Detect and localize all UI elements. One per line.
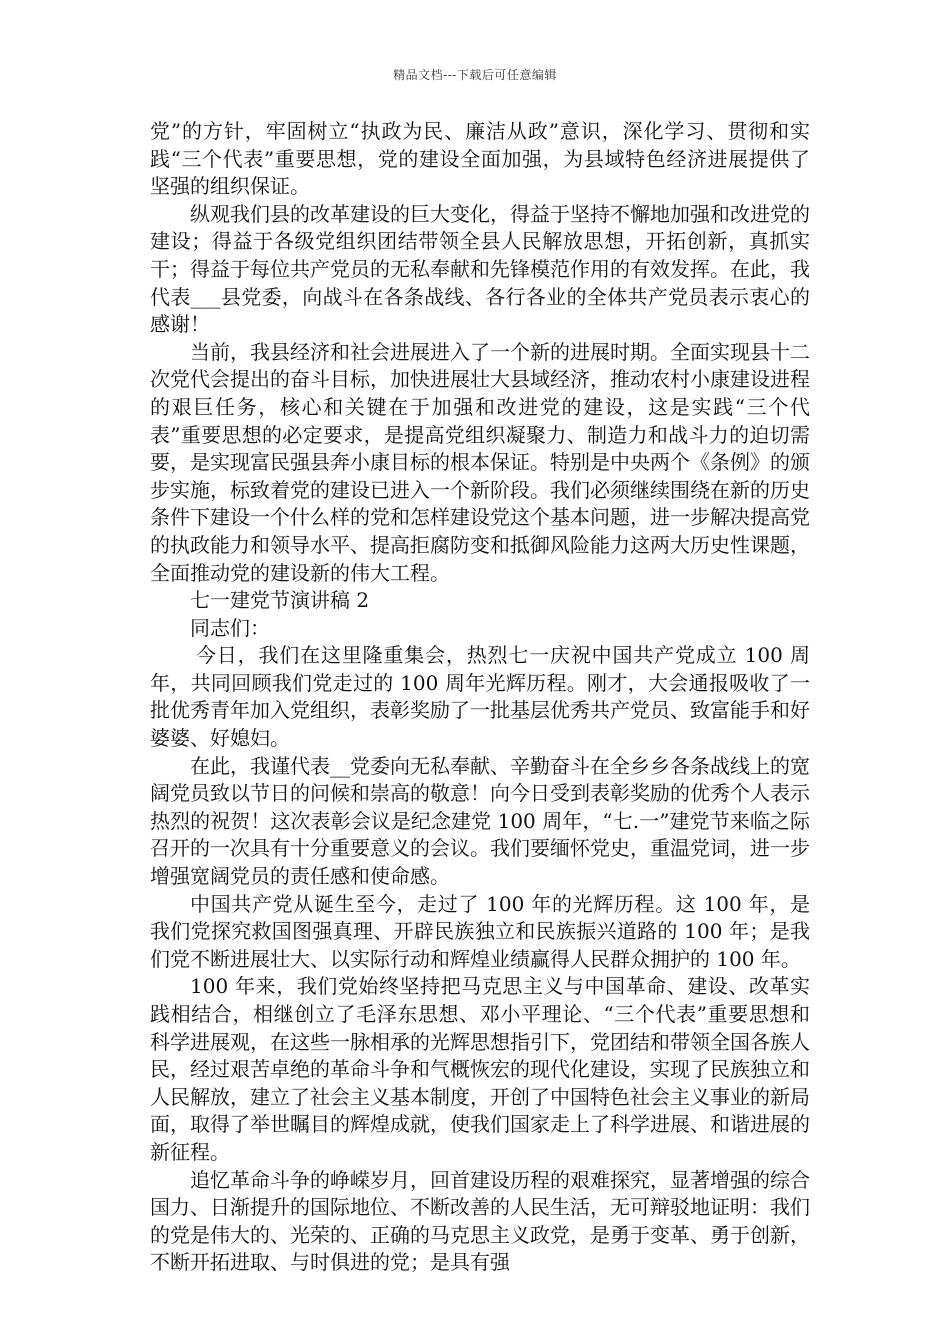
salutation: 同志们：	[190, 615, 270, 640]
section-title: 七一建党节演讲稿 2	[190, 588, 370, 613]
paragraph: 今日，我们在这里隆重集会，热烈七一庆祝中国共产党成立 100 周年，共同回顾我们党走过的 100 周年光辉历程。刚才，大会通报吸收了一批优秀青年加入党组织，表彰奖励了一批基层优秀共产党员、致富能手和好婆婆、好媳妇。	[150, 643, 810, 751]
paragraph: 在此，我谨代表__党委向无私奉献、辛勤奋斗在全乡乡各条战线上的宽阔党员致以节日的问候和崇高的敬意！向今日受到表彰奖励的优秀个人表示热烈的祝贺！这次表彰会议是纪念建党 100 周年，“七.一”建党节来临之际召开的一次具有十分重要意义的会议。我们要缅怀党史，重温党词，进一步增强宽阔党员的责任感和使命感。	[150, 753, 810, 889]
paragraph-continuation: 党”的方针，牢固树立“执政为民、廉洁从政”意识，深化学习、贯彻和实践“三个代表”重要思想，党的建设全面加强，为县域特色经济进展提供了坚强的组织保证。	[150, 119, 810, 199]
paragraph: 中国共产党从诞生至今，走过了 100 年的光辉历程。这 100 年，是我们党探究救国图强真理、开辟民族独立和民族振兴道路的 100 年；是我们党不断进展壮大、以实际行动和辉煌业绩赢得人民群众拥护的 100 年。	[150, 891, 810, 971]
paragraph: 追忆革命斗争的峥嵘岁月，回首建设历程的艰难探究，显著增强的综合国力、日渐提升的国际地位、不断改善的人民生活，无可辩驳地证明：我们的党是伟大的、光荣的、正确的马克思主义政党，是勇于变革、勇于创新，不断开拓进取、与时俱进的党；是具有强	[150, 1167, 810, 1275]
document-body	[150, 118, 810, 1277]
paragraph: 100 年来，我们党始终坚持把马克思主义与中国革命、建设、改革实践相结合，相继创立了毛泽东思想、邓小平理论、“三个代表”重要思想和科学进展观，在这些一脉相承的光辉思想指引下，党团结和带领全国各族人民，经过艰苦卓绝的革命斗争和气概恢宏的现代化建设，实现了民族独立和人民解放，建立了社会主义基本制度，开创了中国特色社会主义事业的新局面，取得了举世瞩目的辉煌成就，使我们国家走上了科学进展、和谐进展的新征程。	[150, 974, 810, 1164]
page-header: 精品文档---下载后可任意编辑	[393, 68, 557, 82]
paragraph: 纵观我们县的改革建设的巨大变化，得益于坚持不懈地加强和改进党的建设；得益于各级党组织团结带领全县人民解放思想，开拓创新，真抓实干；得益于每位共产党员的无私奉献和先锋模范作用的有效发挥。在此，我代表___县党委，向战斗在各条战线、各行各业的全体共产党员表示衷心的感谢！	[150, 201, 810, 337]
paragraph: 当前，我县经济和社会进展进入了一个新的进展时期。全面实现县十二次党代会提出的奋斗目标，加快进展壮大县域经济，推动农村小康建设进程的艰巨任务，核心和关键在于加强和改进党的建设，这是实践“三个代表”重要思想的必定要求，是提高党组织凝聚力、制造力和战斗力的迫切需要，是实现富民强县奔小康目标的根本保证。特别是中央两个《条例》的颁步实施，标致着党的建设已进入一个新阶段。我们必须继续围绕在新的历史条件下建设一个什么样的党和怎样建设党这个基本问题，进一步解决提高党的执政能力和领导水平、提高拒腐防变和抵御风险能力这两大历史性课题，全面推动党的建设新的伟大工程。	[150, 339, 810, 585]
